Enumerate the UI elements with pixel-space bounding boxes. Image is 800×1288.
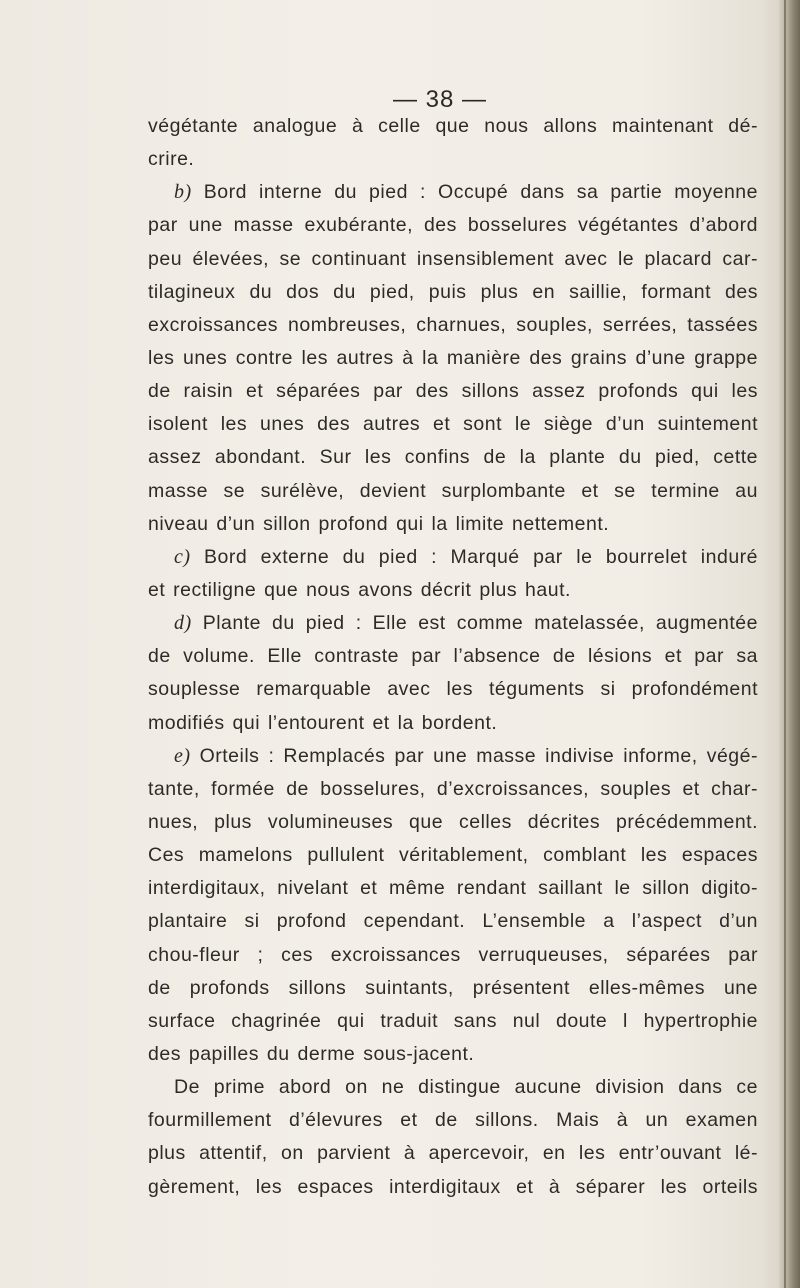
- section-marker: e): [174, 744, 191, 767]
- line-text: Orteils : Remplacés par une masse indivise informe, végé-: [190, 744, 758, 767]
- line-text: de raisin et séparées par des sillons assez profonds qui les: [148, 380, 758, 403]
- text-line: [148, 839, 758, 872]
- text-line: [148, 972, 758, 1005]
- text-line: [148, 475, 758, 508]
- page-edge-line: [784, 0, 786, 1288]
- text-line: [148, 1005, 758, 1038]
- line-text: par une masse exubérante, des bosselures végétantes d’abord: [148, 214, 758, 237]
- text-line: [148, 707, 758, 740]
- text-line: [148, 640, 758, 673]
- text-line: [148, 1104, 758, 1137]
- text-line: [148, 574, 758, 607]
- text-line: [148, 309, 758, 342]
- text-line: [148, 508, 758, 541]
- text-line: [148, 905, 758, 938]
- text-line: [148, 276, 758, 309]
- line-text: niveau d’un sillon profond qui la limite nettement.: [148, 512, 610, 535]
- text-line: [148, 110, 758, 143]
- line-text: peu élevées, se continuant insensiblement avec le placard car-: [148, 247, 758, 270]
- line-text: surface chagrinée qui traduit sans nul doute l hypertrophie: [148, 1009, 758, 1032]
- line-text: des papilles du derme sous-jacent.: [148, 1042, 475, 1065]
- line-text: de profonds sillons suintants, présentent elles-mêmes une: [148, 976, 758, 999]
- line-text: chou-fleur ; ces excroissances verruqueuses, séparées par: [148, 943, 758, 966]
- line-text: fourmillement d’élevures et de sillons. Mais à un examen: [148, 1109, 758, 1132]
- line-text: interdigitaux, nivelant et même rendant saillant le sillon digito-: [148, 877, 758, 900]
- line-text: souplesse remarquable avec les téguments si profondément: [148, 678, 758, 701]
- text-line: [148, 740, 758, 773]
- line-text: et rectiligne que nous avons décrit plus haut.: [148, 578, 571, 601]
- line-text: assez abondant. Sur les confins de la plante du pied, cette: [148, 446, 758, 469]
- text-line: [148, 1071, 758, 1104]
- line-text: tante, formée de bosselures, d’excroissances, souples et char-: [148, 777, 758, 800]
- line-text: de volume. Elle contraste par l’absence de lésions et par sa: [148, 645, 758, 668]
- text-line: [148, 342, 758, 375]
- section-marker: b): [174, 181, 192, 204]
- line-text: Ces mamelons pullulent véritablement, comblant les espaces: [148, 844, 758, 867]
- line-text: gèrement, les espaces interdigitaux et à séparer les orteils: [148, 1175, 758, 1198]
- line-text: plus attentif, on parvient à apercevoir, en les entr’ouvant lé-: [148, 1142, 758, 1165]
- text-line: [148, 1171, 758, 1204]
- text-line: [148, 1038, 758, 1071]
- text-line: [148, 176, 758, 209]
- text-line: [148, 673, 758, 706]
- line-text: végétante analogue à celle que nous allons maintenant dé-: [148, 115, 758, 137]
- page-edge-shadow: [778, 0, 800, 1288]
- line-text: tilagineux du dos du pied, puis plus en saillie, formant des: [148, 280, 758, 303]
- line-text: plantaire si profond cependant. L’ensemble a l’aspect d’un: [148, 910, 758, 933]
- text-line: [148, 806, 758, 839]
- text-line: [148, 541, 758, 574]
- text-line: [148, 607, 758, 640]
- body-text: [148, 110, 758, 1204]
- text-line: [148, 1137, 758, 1170]
- text-line: [148, 375, 758, 408]
- line-text: excroissances nombreuses, charnues, souples, serrées, tassées: [148, 313, 758, 336]
- page-number: — 38 —: [392, 86, 488, 113]
- line-text: isolent les unes des autres et sont le siège d’un suintement: [148, 413, 758, 436]
- text-line: [148, 143, 758, 176]
- section-marker: c): [174, 545, 191, 568]
- text-line: [148, 939, 758, 972]
- text-line: [148, 441, 758, 474]
- text-line: [148, 408, 758, 441]
- line-text: Plante du pied : Elle est comme matelassée, augmentée: [191, 612, 758, 635]
- line-text: Bord externe du pied : Marqué par le bourrelet induré: [190, 545, 758, 568]
- line-text: les unes contre les autres à la manière des grains d’une grappe: [148, 346, 758, 369]
- line-text: nues, plus volumineuses que celles décrites précédemment.: [148, 810, 758, 833]
- line-text: modifiés qui l’entourent et la bordent.: [148, 711, 498, 734]
- section-marker: d): [174, 612, 192, 635]
- line-text: crire.: [148, 148, 195, 171]
- line-text: Bord interne du pied : Occupé dans sa partie moyenne: [191, 181, 758, 204]
- text-line: [148, 773, 758, 806]
- line-text: masse se surélève, devient surplombante et se termine au: [148, 479, 758, 502]
- text-line: [148, 209, 758, 242]
- text-line: [148, 243, 758, 276]
- line-text: De prime abord on ne distingue aucune division dans ce: [174, 1076, 758, 1099]
- text-line: [148, 872, 758, 905]
